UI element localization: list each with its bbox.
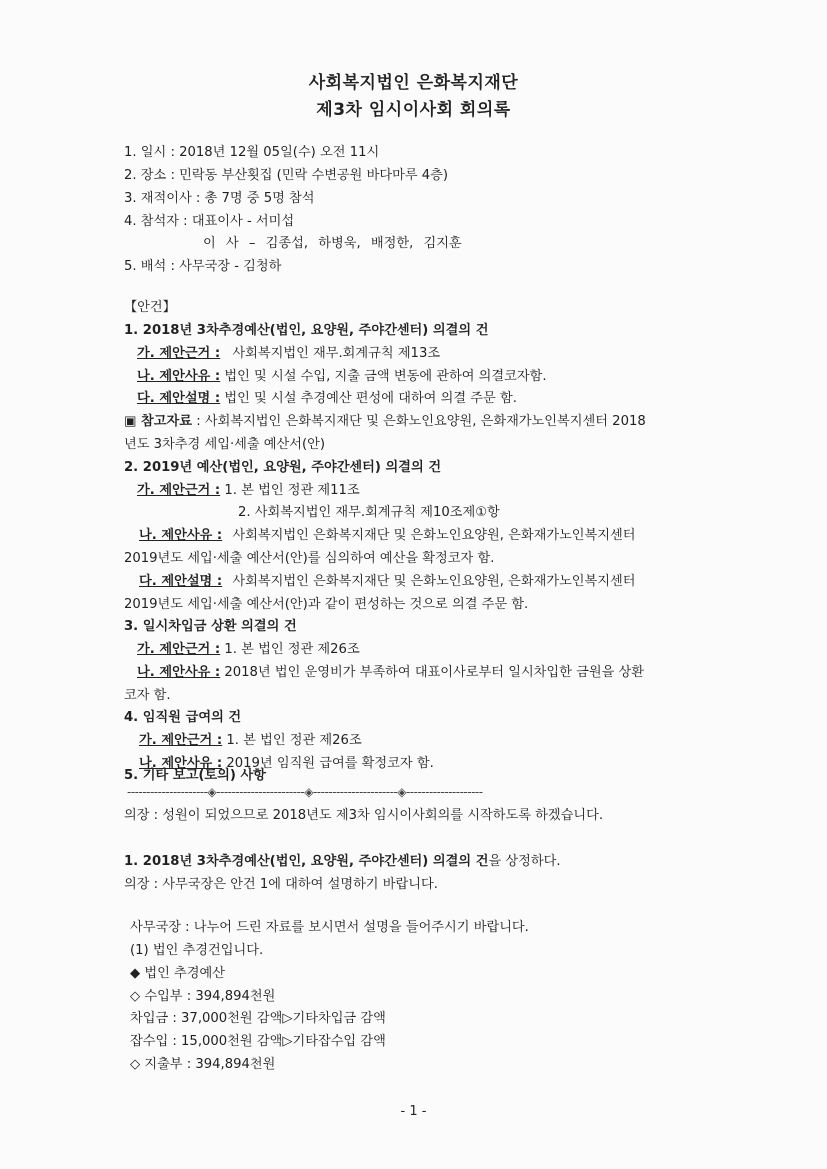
agenda4-basis-label: 가. 제안근거 :: [139, 733, 223, 748]
agenda1-title: 1. 2018년 3차추경예산(법인, 요양원, 주야간센터) 의결의 건: [124, 323, 489, 338]
minutes-line-2: ◆ 법인 추경예산: [130, 966, 225, 981]
agenda1-reason-label: 나. 제안사유 :: [137, 369, 221, 384]
minutes-item1-rest: 을 상정하다.: [488, 854, 561, 869]
minutes-secretary-statement: 사무국장 : 나누어 드린 자료를 보시면서 설명을 들어주시기 바랍니다.: [130, 920, 529, 935]
agenda1-ref-label: ▣ 참고자료: [124, 414, 193, 429]
agenda1-basis-text: 사회복지법인 재무.회계규칙 제13조: [232, 346, 441, 361]
agenda1-reason-text: 법인 및 시설 수입, 지출 금액 변동에 관하여 의결코자함.: [224, 369, 547, 384]
agenda1-ref-text: : 사회복지법인 은화복지재단 및 은화노인요양원, 은화재가노인복지센터 2018: [196, 414, 646, 429]
minutes-line-6: ◇ 지출부 : 394,894천원: [130, 1057, 276, 1072]
info-datetime: 1. 일시 : 2018년 12월 05일(수) 오전 11시: [124, 145, 380, 160]
minutes-item1-title: 1. 2018년 3차추경예산(법인, 요양원, 주야간센터) 의결의 건: [124, 854, 489, 869]
agenda2-basis-text2: 2. 사회복지법인 재무.회계규칙 제10조제①항: [238, 505, 500, 520]
info-place: 2. 장소 : 민락동 부산횟집 (민락 수변공원 바다마루 4층): [124, 168, 449, 183]
agenda2-basis-text1: 1. 본 법인 정관 제11조: [224, 483, 360, 498]
section-separator: ---------------------◈-----------------------◈----------------------◈--------------------: [127, 785, 483, 799]
minutes-line-3: ◇ 수입부 : 394,894천원: [130, 989, 276, 1004]
agenda3-reason-text2: 코자 함.: [124, 688, 171, 703]
agenda3-title: 3. 일시차입금 상환 의결의 건: [124, 619, 297, 634]
minutes-line-1: (1) 법인 추경건입니다.: [130, 943, 264, 958]
agenda1-basis-label: 가. 제안근거 :: [137, 346, 221, 361]
agenda-header: 【안건】: [124, 300, 176, 315]
agenda3-reason-text: 2018년 법인 운영비가 부족하여 대표이사로부터 일시차입한 금원을 상환: [224, 665, 644, 680]
info-attendees: 4. 참석자 : 대표이사 - 서미섭: [124, 214, 295, 229]
agenda4-reason-label: 나. 제안사유 :: [139, 756, 223, 771]
minutes-line-5: 잡수입 : 15,000천원 감액▷기타잡수입 감액: [130, 1034, 386, 1049]
agenda5-title: 5. 기타 보고(토의) 사항: [124, 768, 266, 783]
agenda2-desc-text2: 2019년도 세입·세출 예산서(안)과 같이 편성하는 것으로 의결 주문 함.: [124, 597, 529, 612]
document-title-line1: 사회복지법인 은화복지재단: [308, 73, 519, 93]
info-directors: 이 사 – 김종섭, 하병욱, 배정한, 김지훈: [203, 236, 462, 251]
agenda3-basis-text: 1. 본 법인 정관 제26조: [224, 642, 360, 657]
minutes-chair-opening: 의장 : 성원이 되었으므로 2018년도 제3차 임시이사회의를 시작하도록 하겠습니다.: [124, 808, 604, 823]
agenda1-ref-text2: 년도 3차추경 세입·세출 예산서(안): [124, 437, 326, 452]
minutes-chair-request: 의장 : 사무국장은 안건 1에 대하여 설명하기 바랍니다.: [124, 877, 438, 892]
agenda2-reason-text2: 2019년도 세입·세출 예산서(안)를 심의하여 예산을 확정코자 함.: [124, 551, 495, 566]
info-members: 3. 재적이사 : 총 7명 중 5명 참석: [124, 191, 315, 206]
agenda1-desc-text: 법인 및 시설 추경예산 편성에 대하여 의결 주문 함.: [224, 391, 517, 406]
agenda2-desc-label: 다. 제안설명 :: [139, 574, 223, 589]
agenda2-reason-text: 사회복지법인 은화복지재단 및 은화노인요양원, 은화재가노인복지센터: [232, 528, 636, 543]
agenda2-desc-text: 사회복지법인 은화복지재단 및 은화노인요양원, 은화재가노인복지센터: [232, 574, 636, 589]
page-number: - 1 -: [400, 1104, 427, 1119]
agenda3-reason-label: 나. 제안사유 :: [137, 665, 221, 680]
agenda1-desc-label: 다. 제안설명 :: [137, 391, 221, 406]
agenda3-basis-label: 가. 제안근거 :: [137, 642, 221, 657]
agenda2-basis-label: 가. 제안근거 :: [137, 483, 221, 498]
agenda2-reason-label: 나. 제안사유 :: [139, 528, 223, 543]
agenda4-basis-text: 1. 본 법인 정관 제26조: [226, 733, 362, 748]
agenda4-reason-text: 2019년 임직원 급여를 확정코자 함.: [226, 756, 434, 771]
info-attending-staff: 5. 배석 : 사무국장 - 김청하: [124, 259, 282, 274]
minutes-line-4: 차입금 : 37,000천원 감액▷기타차입금 감액: [130, 1011, 386, 1026]
document-title-line2: 제3차 임시이사회 회의록: [316, 100, 511, 120]
agenda2-title: 2. 2019년 예산(법인, 요양원, 주야간센터) 의결의 건: [124, 460, 442, 475]
agenda4-title: 4. 임직원 급여의 건: [124, 710, 242, 725]
